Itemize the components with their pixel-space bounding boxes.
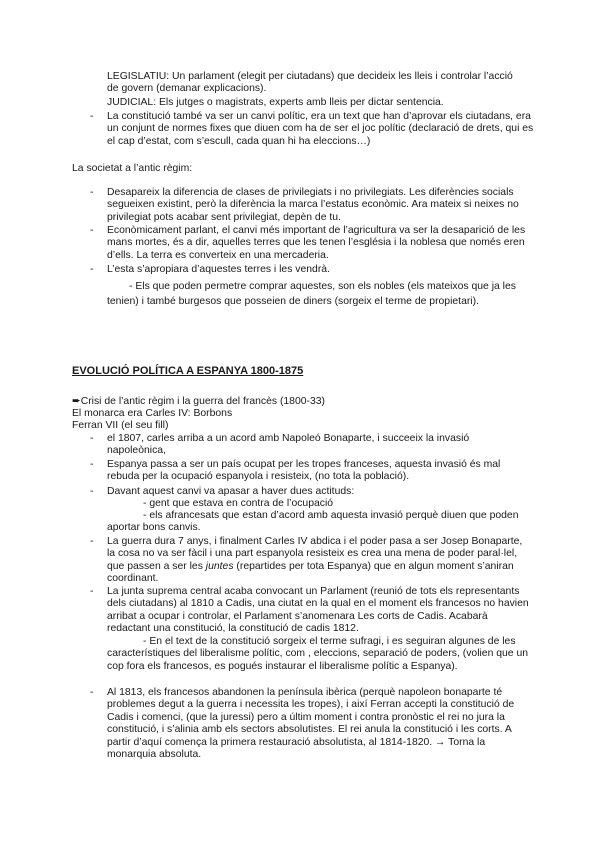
- societat-item-3: L’esta s’apropiara d’aquestes terres i les vendrà.: [107, 264, 330, 275]
- legislatiu-text: LEGISLATIU: Un parlament (elegit per ciutadans) que decideix les lleis i controlar l’acció de govern (demanar explicacions).: [107, 71, 513, 95]
- monarca-line: El monarca era Carles IV: Borbons: [72, 408, 233, 419]
- bullet-dash: -: [90, 486, 94, 497]
- crisi-line: ➨Crisi de l’antic règim i la guerra del francès (1800-33): [72, 396, 325, 407]
- bullet-dash: -: [90, 459, 94, 470]
- juntes-italic: juntes: [205, 560, 234, 572]
- section-title: EVOLUCIÓ POLÍTICA A ESPANYA 1800-1875: [72, 365, 304, 377]
- bullet-dash: -: [90, 225, 94, 236]
- item-4-text-b: (repartides per tota Espanya) que en algun moment s’aniran coordinant.: [107, 560, 514, 585]
- section-item-4: [107, 536, 531, 586]
- section-item-3: Davant aquest canvi va apasar a haver dues actituds:: [107, 486, 355, 497]
- societat-item-1: Desapareix la diferencia de clases de privilegiats i no privilegiats. Les diferències socials segueixen existint, però la diferència la marca l’estatus econòmic. Ara mateix si neixes no privilegiat pots acabar sent privilegiat, depèn de tu.: [107, 187, 519, 223]
- section-item-2: Espanya passa a ser un país ocupat per les tropes franceses, aquesta invasió és mal rebuda per la ocupació espanyola i resisteix, (no tota la població).: [107, 459, 501, 483]
- bullet-dash: -: [90, 586, 94, 597]
- constitucio-text: La constitució també va ser un canvi polític, era un text que han d’aprovar els ciutadans, era un conjunt de normes fixes que diuen com ha de ser el joc polític (declaració de drets, qui es el cap d’estat, com s’escull, cada quan hi ha eleccions…): [107, 111, 534, 147]
- section-item-1: el 1807, carles arriba a un acord amb Napoleó Bonaparte, i succeeix la invasió napoleònica,: [107, 433, 470, 457]
- bullet-dash: -: [90, 111, 94, 122]
- item-4-text-a: La guerra dura 7 anys, i finalment Carles IV abdica i el poder pasa a ser Josep Bonaparte, la cosa no va ser fàcil i una part espanyola resisteix es crea una mena de poder paral·lel, que passen a ser les: [107, 536, 523, 572]
- bullet-dash: -: [90, 536, 94, 547]
- section-item-3a: - gent que estava en contra de l’ocupació: [143, 498, 334, 509]
- bullet-dash: -: [90, 187, 94, 198]
- section-item-6: Al 1813, els francesos abandonen la península ibèrica (perquè napoleon bonaparte té problemes degut a la guerra i necessita les tropes), i així Ferran accepti la constitució de Cadis i comenci, (que la juressi) pero a últim moment i contra pronòstic el rei no jura la constitució, i s’alinia amb els sectors absolutistes. El rei anula la constitució i les corts. A partir d’aquí comença la primera restauració absolutista, al 1814-1820. → Torna la monarquia absoluta.: [107, 687, 515, 761]
- societat-subitem: - Els que poden permetre comprar aquestes, son els nobles (els mateixos que ja les tenien) i també burgesos que posseien de diners (sorgeix el terme de propietari).: [107, 281, 516, 307]
- ferran-line: Ferran VII (el seu fill): [72, 420, 169, 431]
- societat-item-2: Econòmicament parlant, el canvi més important de l’agricultura va ser la desaparició de les mans mortes, és a dir, aquelles terres que les tenen l’església i la noblesa que només eren d’ells. La terra es converteix en una mercaderia.: [107, 225, 526, 261]
- societat-heading: La societat a l’antic règim:: [72, 163, 193, 174]
- bullet-dash: -: [90, 433, 94, 444]
- judicial-text: JUDICIAL: Els jutges o magistrats, experts amb lleis per dictar sentencia.: [107, 97, 444, 108]
- section-item-5a: - En el text de la constitució sorgeix el terme sufragi, i es seguiran algunes de les característiques del liberalisme polític, com , eleccions, separació de poders, (volien que un cop fora els francesos, es pogués instaurar el liberalisme polític a Espanya).: [107, 636, 529, 672]
- section-item-5: La junta suprema central acaba convocant un Parlament (reunió de tots els representants dels ciutadans) al 1810 a Cadis, una ciutat en la qual en el moment els francesos no havien arribat a ocupar i controlar, el Parlament s’anomenara Les corts de Cadis. Acabarà redactant una constitució, la constitució de cadis 1812.: [107, 586, 529, 635]
- bullet-dash: -: [90, 264, 94, 275]
- section-item-3b: - els afrancesats que estan d’acord amb aquesta invasió perquè diuen que poden aportar bons canvis.: [107, 510, 519, 534]
- bullet-dash: -: [90, 687, 94, 698]
